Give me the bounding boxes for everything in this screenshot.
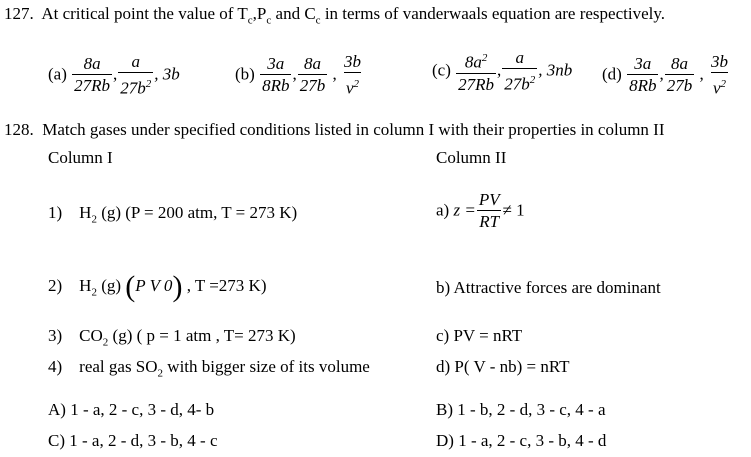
paren-close: ) (172, 270, 183, 303)
question-text: ,P (252, 4, 267, 23)
option-d: (d) $\frac{3a}{8Rb}$ , $\frac{8a}{27b}$ , $\frac{3b}{v^2}$ (602, 52, 728, 98)
answer-option-c: C) 1 - a, 2 - d, 3 - b, 4 - c (48, 431, 218, 450)
option-tail: , 3nb (538, 60, 573, 80)
column-1-item (48, 326, 296, 348)
superscript: 2 (145, 78, 152, 90)
item-text: Attractive forces are dominant (453, 278, 661, 297)
item-number: 1) (48, 203, 63, 222)
fraction (72, 54, 112, 97)
option-c: (c) $\frac{8a^2}{27Rb}$ , $\frac{a}{27b^2}$ , 3nb (432, 48, 573, 94)
item-text: H (79, 203, 92, 222)
item-label: c) (436, 326, 450, 345)
question-number: 128. (4, 120, 34, 139)
numerator: 3b (343, 52, 361, 71)
subscript: c (266, 14, 272, 27)
option-label: (c) (432, 60, 451, 80)
item-text: H (79, 275, 92, 295)
item-label: b) (436, 278, 451, 297)
denominator-text: 27b (120, 78, 146, 98)
denominator: 27b (299, 76, 326, 96)
question-text: At critical point the value of T (41, 4, 248, 23)
subscript: c (315, 14, 321, 27)
fraction (665, 54, 695, 97)
item-text: PV = nRT (453, 326, 523, 345)
denominator: 8Rb (629, 76, 657, 96)
fraction (627, 54, 658, 97)
answer-option-a: A) 1 - a, 2 - c, 3 - d, 4- b (48, 400, 215, 419)
question-number: 127. (4, 4, 34, 23)
superscript: 2 (720, 78, 726, 90)
denominator-text: 27b (504, 74, 530, 94)
fraction (477, 190, 502, 233)
fraction (118, 52, 153, 100)
numerator: 8a (83, 54, 101, 74)
numerator: 8a (670, 54, 688, 74)
option-a: (a) $\frac{8a}{27Rb}$ , $\frac{a}{27b^2}$ , 3b (48, 52, 180, 98)
column-2-header: Column II (436, 148, 507, 167)
option-label: (d) (602, 64, 622, 84)
fraction (342, 52, 363, 100)
subscript: c (247, 14, 253, 27)
option-b: (b) $\frac{3a}{8Rb}$ , $\frac{8a}{27b}$ , $\frac{3b}{v^2}$ (235, 52, 361, 98)
denominator (502, 68, 537, 96)
numerator: 3a (267, 54, 285, 74)
denominator: 27Rb (74, 76, 111, 96)
item-number: 4) (48, 357, 63, 376)
item-label: a) (436, 200, 450, 220)
pv-expression: P V 0 (135, 275, 173, 295)
numerator: PV (478, 190, 500, 209)
z-symbol: z = (453, 200, 476, 220)
option-label: (a) (48, 64, 67, 84)
column-1-item (48, 270, 266, 304)
item-text: , T =273 K) (182, 275, 267, 295)
item-text: ≠ 1 (502, 200, 525, 220)
item-text: P( V - nb) = nRT (454, 357, 570, 376)
question-text: in terms of vanderwaals equation are respectively. (320, 4, 665, 23)
column-2-item (436, 190, 525, 233)
fraction (456, 48, 496, 96)
item-text: (g) (96, 275, 126, 295)
subscript: 2 (91, 213, 97, 226)
denominator: 27b (666, 76, 693, 96)
item-text: CO (79, 326, 103, 345)
subscript: 2 (157, 367, 164, 380)
option-tail: , 3b (154, 64, 180, 84)
denominator-text: v (712, 78, 721, 98)
item-number: 3) (48, 326, 63, 345)
numerator-text: 8a (464, 52, 482, 72)
item-number: 2) (48, 275, 63, 295)
numerator (463, 48, 490, 73)
item-text: (g) ( p = 1 atm , T= 273 K) (108, 326, 296, 345)
option-label: (b) (235, 64, 255, 84)
question-128 (4, 120, 665, 140)
fraction (260, 54, 291, 97)
subscript: 2 (102, 336, 109, 349)
item-label: d) (436, 357, 451, 376)
fraction (298, 54, 328, 97)
denominator: 8Rb (262, 76, 290, 96)
answer-option-d: D) 1 - a, 2 - c, 3 - b, 4 - d (436, 431, 607, 450)
item-text: (g) (P = 200 atm, T = 273 K) (96, 203, 298, 222)
column-1-item (48, 357, 370, 379)
denominator (711, 72, 728, 100)
column-1-header: Column I (48, 148, 113, 167)
denominator-text: v (345, 78, 354, 98)
denominator: 27Rb (458, 74, 495, 94)
superscript: 2 (481, 52, 488, 64)
superscript: 2 (353, 78, 359, 90)
superscript: 2 (529, 74, 536, 86)
fraction (709, 52, 730, 100)
question-127 (4, 4, 665, 26)
column-1-item (48, 203, 297, 225)
item-text: with bigger size of its volume (163, 357, 370, 376)
question-text: Match gases under specified conditions listed in column I with their properties in column II (42, 120, 665, 139)
denominator (118, 72, 153, 100)
paren-open: ( (125, 270, 136, 303)
column-2-item (436, 326, 522, 346)
numerator: 3a (634, 54, 652, 74)
denominator: RT (479, 212, 500, 231)
numerator: 3b (710, 52, 728, 71)
fraction (502, 48, 537, 96)
question-text: and C (271, 4, 316, 23)
column-2-item (436, 357, 570, 377)
numerator: a (131, 52, 141, 71)
answer-option-b: B) 1 - b, 2 - d, 3 - c, 4 - a (436, 400, 606, 419)
column-2-item (436, 278, 661, 298)
item-text: real gas SO (79, 357, 158, 376)
numerator: a (515, 48, 525, 67)
denominator (344, 72, 361, 100)
numerator: 8a (303, 54, 321, 74)
subscript: 2 (91, 286, 97, 299)
